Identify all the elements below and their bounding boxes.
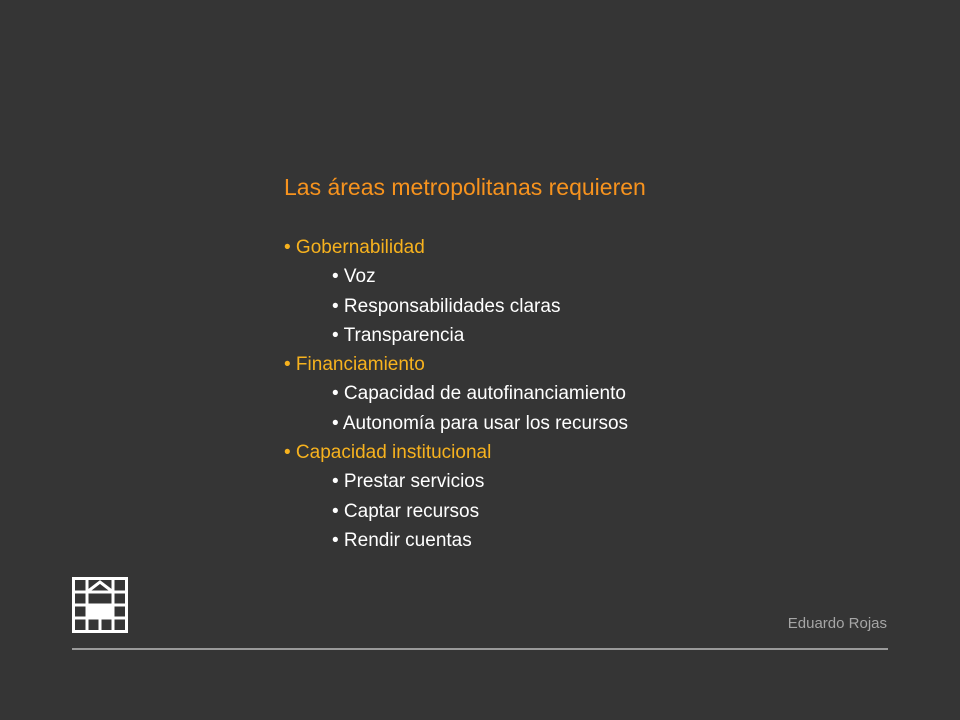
bullet-autonomia-recursos: • Autonomía para usar los recursos [332, 412, 629, 434]
bullet-capacidad-autofinanciamiento: • Capacidad de autofinanciamiento [332, 383, 626, 405]
bullet-transparencia: • Transparencia [332, 324, 465, 346]
author-name: Eduardo Rojas [787, 615, 887, 632]
bullet-voz: • Voz [332, 266, 376, 288]
bullet-financiamiento: • Financiamiento [284, 354, 425, 376]
bullet-responsabilidades-claras: • Responsabilidades claras [332, 295, 561, 317]
footer-divider [72, 648, 888, 650]
building-grid-logo-icon [72, 577, 128, 633]
bullet-capacidad-institucional: • Capacidad institucional [284, 442, 492, 464]
bullet-gobernabilidad: • Gobernabilidad [284, 237, 425, 258]
slide-title: Las áreas metropolitanas requieren [284, 174, 646, 200]
bullet-rendir-cuentas: • Rendir cuentas [332, 529, 472, 551]
bullet-captar-recursos: • Captar recursos [332, 500, 480, 522]
bullet-prestar-servicios: • Prestar servicios [332, 471, 485, 493]
bullet-list [284, 233, 628, 555]
